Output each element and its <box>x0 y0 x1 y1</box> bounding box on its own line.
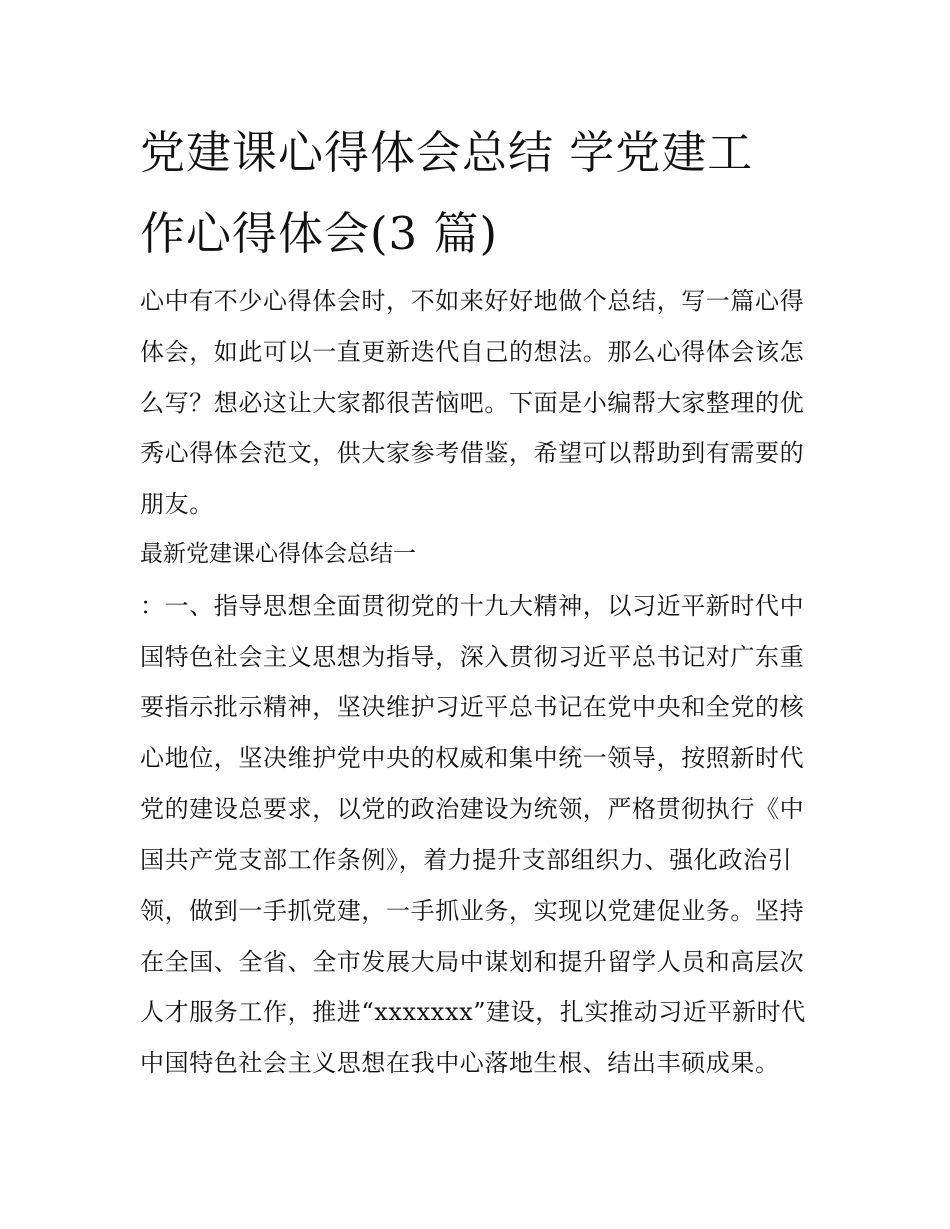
body-line: 中国特色社会主义思想在我中心落地生根、结出丰硕成果。 <box>140 1049 780 1077</box>
title-line-2: 作心得体会(3 篇) <box>140 207 499 260</box>
intro-line: 朋友。 <box>140 490 214 518</box>
body-line: 在全国、全省、全市发展大局中谋划和提升留学人员和高层次 <box>140 948 805 976</box>
body-line: 人才服务工作，推进“xxxxxxx”建设，扎实推动习近平新时代 <box>140 998 806 1026</box>
intro-line: 体会，如此可以一直更新迭代自己的想法。那么心得体会该怎 <box>140 338 805 366</box>
section-heading: 最新党建课心得体会总结一 <box>140 541 416 567</box>
title-line-1: 党建课心得体会总结 学党建工 <box>140 126 754 179</box>
body-line: 国共产党支部工作条例》，着力提升支部组织力、强化政治引 <box>140 846 793 874</box>
body-line: 领，做到一手抓党建，一手抓业务，实现以党建促业务。坚持 <box>140 897 805 925</box>
body-line: 国特色社会主义思想为指导，深入贯彻习近平总书记对广东重 <box>140 643 805 671</box>
intro-line: 秀心得体会范文，供大家参考借鉴，希望可以帮助到有需要的 <box>140 439 805 467</box>
body-line: ：一、指导思想全面贯彻党的十九大精神，以习近平新时代中 <box>140 592 805 620</box>
intro-line: 心中有不少心得体会时，不如来好好地做个总结，写一篇心得 <box>140 287 805 315</box>
body-line: 要指示批示精神，坚决维护习近平总书记在党中央和全党的核 <box>140 693 805 721</box>
body-line: 心地位，坚决维护党中央的权威和集中统一领导，按照新时代 <box>140 744 805 772</box>
document-title <box>140 112 820 274</box>
intro-line: 么写？想必这让大家都很苦恼吧。下面是小编帮大家整理的优 <box>140 389 805 417</box>
body-line: 党的建设总要求，以党的政治建设为统领，严格贯彻执行《中 <box>140 795 805 823</box>
